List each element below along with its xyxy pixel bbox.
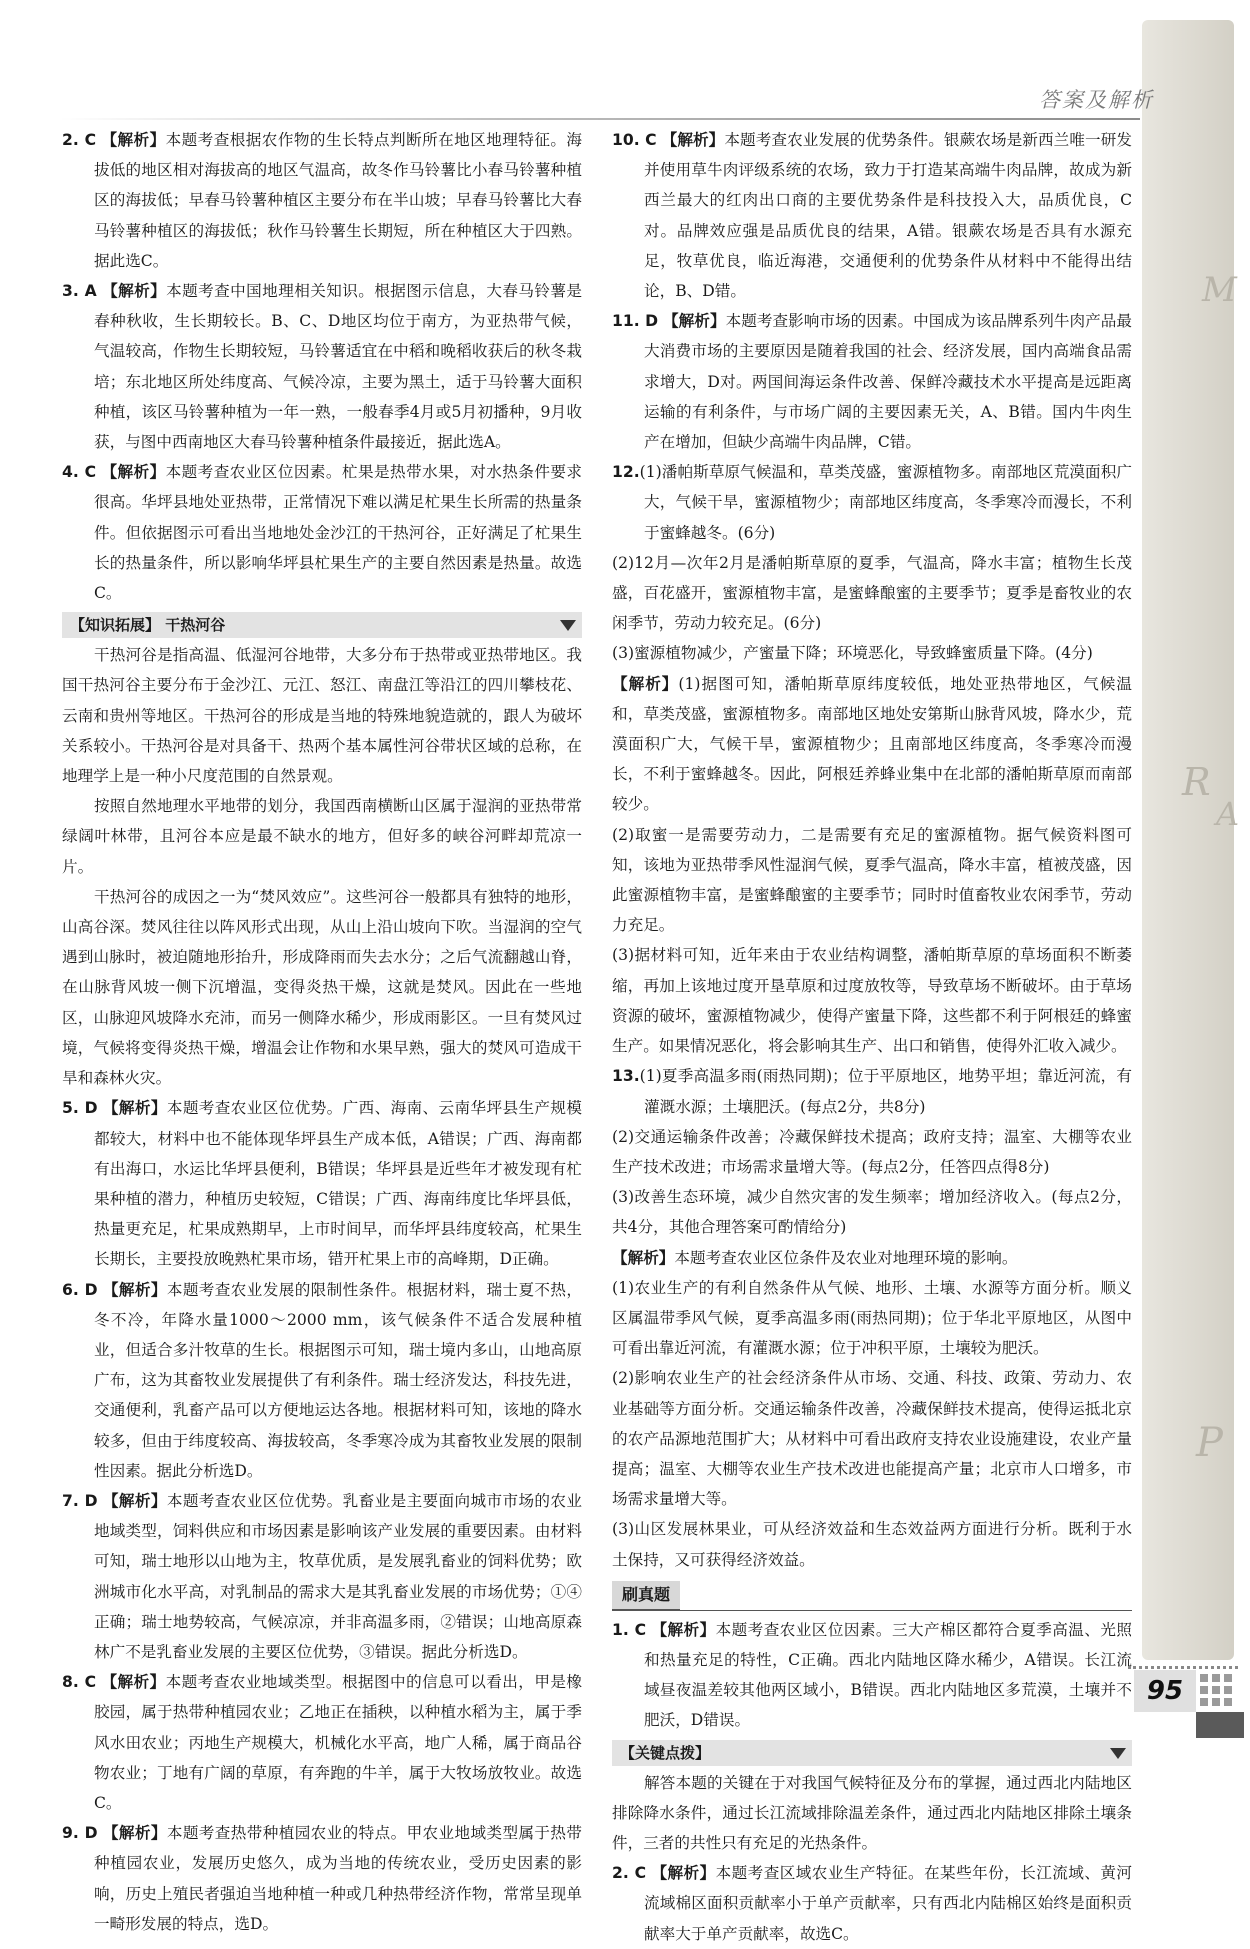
triangle-icon <box>1110 1748 1126 1759</box>
key-hint-box: 【关键点拨】 <box>612 1740 1132 1766</box>
answer-item-4: 4. C 【解析】本题考查农业区位因素。杧果是热带水果，对水热条件要求很高。华坪县地处亚热带，正常情况下难以满足杧果生长所需的热量条件。但依据图示可看出当地地处金沙江的干热河谷，正好满足了杧果生长的热量条件，所以影响华坪县杧果生产的主要自然因素是热量。故选C。 <box>62 462 582 603</box>
map-letter: R <box>1182 760 1211 804</box>
answer-item-5: 5. D 【解析】本题考查农业区位优势。广西、海南、云南华坪县生产规模都较大，材料中也不能体现华坪县生产成本低，A错误；广西、海南都有出海口，水运比华坪县便利，B错误；华坪县是近些年才被发现有杧果种植的潜力，种植历史较短，C错误；广西、海南纬度比华坪县低，热量更充足，杧果成熟期早，上市时间早，而华坪县纬度较高，杧果生长期长，主要投放晚熟杧果市场，错开杧果上市的高峰期，D正确。 <box>62 1098 582 1269</box>
answer-item-8: 8. C 【解析】本题考查农业地域类型。根据图中的信息可以看出，甲是橡胶园，属于热带种植园农业；乙地正在插秧，以种植水稻为主，属于季风水田农业；丙地生产规模大，机械化水平高，地广人稀，属于商品谷物农业；丁地有广阔的草原，有奔跑的牛羊，属于大牧场放牧业。故选C。 <box>62 1672 582 1812</box>
real-exam-item-2: 2. C 【解析】本题考查区域农业生产特征。在某些年份，长江流域、黄河流域棉区面积贡献率小于单产贡献率，只有西北内陆棉区始终是面积贡献率大于单产贡献率，故选C。 <box>612 1863 1132 1943</box>
answer-item-7: 7. D 【解析】本题考查农业区位优势。乳畜业是主要面向城市市场的农业地域类型，饲料供应和市场因素是影响该产业发展的重要因素。由材料可知，瑞士地形以山地为主，牧草优质，是发展乳畜业的饲料优势；欧洲城市化水平高，对乳制品的需求大是其乳畜业发展的市场优势；①④正确；瑞士地势较高，气候凉凉，并非高温多雨，②错误；山地高原森林广不是乳畜业发展的主要区位优势，③错误。据此分析选D。 <box>62 1490 582 1661</box>
answer-sub: (2)12月—次年2月是潘帕斯草原的夏季，气温高，降水丰富；植物生长茂盛，百花盛开，蜜源植物丰富，是蜜蜂酿蜜的主要季节；夏季是畜牧业的农闲季节，劳动力较充足。(6分) <box>612 553 1132 633</box>
page-corner-block <box>1196 1712 1244 1738</box>
answer-item-9: 9. D 【解析】本题考查热带种植园农业的特点。甲农业地域类型属于热带种植园农业，发展历史悠久，成为当地的传统农业，受历史因素的影响，历史上殖民者强迫当地种植一种或几种热带经济作物，常常呈现单一畸形发展的特点，选D。 <box>62 1823 582 1933</box>
explanation: (1)农业生产的有利自然条件从气候、地形、土壤、水源等方面分析。顺义区属温带季风气候，夏季高温多雨(雨热同期)；位于华北平原地区，从图中可看出靠近河流，有灌溉水源；位于冲积平原，土壤较为肥沃。 <box>612 1278 1132 1358</box>
extension-paragraph: 干热河谷是指高温、低湿河谷地带，大多分布于热带或亚热带地区。我国干热河谷主要分布于金沙江、元江、怒江、南盘江等沿江的四川攀枝花、云南和贵州等地区。干热河谷的形成是当地的特殊地貌造就的，跟人为破坏关系较小。干热河谷是对具备干、热两个基本属性河谷带状区域的总称，在地理学上是一种小尺度范围的自然景观。 <box>62 646 582 786</box>
section-title: 刷真题 <box>612 1581 680 1611</box>
page-corner-decoration <box>1196 1666 1242 1712</box>
real-exam-item-1: 1. C 【解析】本题考查农业区位因素。三大产棉区都符合夏季高温、光照和热量充足的特性，C正确。西北内陆地区降水稀少，A错误。长江流域昼夜温差较其他两区域小，B错误。西北内陆地区多荒漠，土壤并不肥沃，D错误。 <box>612 1619 1132 1730</box>
explanation: (2)取蜜一是需要劳动力，二是需要有充足的蜜源植物。据气候资料图可知，该地为亚热带季风性湿润气候，夏季气温高，降水丰富，植被茂盛，因此蜜源植物丰富，是蜜蜂酿蜜的主要季节；同时时值畜牧业农闲季节，劳动力充足。 <box>612 825 1132 935</box>
answer-item-13: 13.(1)夏季高温多雨(雨热同期)；位于平原地区，地势平坦；靠近河流，有灌溉水源；土壤肥沃。(每点2分，共8分) <box>612 1067 1132 1116</box>
answer-sub: (3)改善生态环境，减少自然灾害的发生频率；增加经济收入。(每点2分，共4分，其他合理答案可酌情给分) <box>612 1188 1132 1237</box>
answer-item-11: 11. D 【解析】本题考查影响市场的因素。中国成为该品牌系列牛肉产品最大消费市场的主要原因是随着我国的社会、经济发展，国内高端食品需求增大，D对。两国间海运条件改善、保鲜冷藏技术水平提高是远距离运输的有利条件，与市场广阔的主要因素无关，A、B错。国内牛肉生产在增加，但缺少高端牛肉品牌，C错。 <box>612 311 1132 452</box>
answer-item-12: 12.(1)潘帕斯草原气候温和，草类茂盛，蜜源植物多。南部地区荒漠面积广大，气候干旱，蜜源植物少；南部地区纬度高，冬季寒冷而漫长，不利于蜜蜂越冬。(6分) <box>612 463 1132 542</box>
explanation: (3)据材料可知，近年来由于农业结构调整，潘帕斯草原的草场面积不断萎缩，再加上该地过度开垦草原和过度放牧等，导致草场不断破坏。由于草场资源的破坏，蜜源植物减少，使得产蜜量下降，这些都不利于阿根廷的蜂蜜生产。如果情况恶化，将会影响其生产、出口和销售，使得外汇收入减少。 <box>612 946 1132 1056</box>
header-rule <box>60 118 1140 120</box>
knowledge-extension-box: 【知识拓展】 干热河谷 <box>62 612 582 638</box>
answer-sub: (3)蜜源植物减少，产蜜量下降；环境恶化，导致蜂蜜质量下降。(4分) <box>612 644 1093 663</box>
map-decoration <box>1142 20 1240 1660</box>
answer-item-6: 6. D 【解析】本题考查农业发展的限制性条件。根据材料，瑞士夏不热，冬不冷，年降水量1000～2000 mm，该气候条件不适合发展种植业，但适合多汁牧草的生长。根据图示可知，瑞士境内多山，山地高原广布，这为其畜牧业发展提供了有利条件。瑞士经济发达，科技先进，交通便利，乳畜产品可以方便地运达各地。根据材料可知，该地的降水较多，但由于纬度较高、海拔较高，冬季寒冷成为其畜牧业发展的限制性因素。据此分析选D。 <box>62 1279 582 1480</box>
answer-item-3: 3. A 【解析】本题考查中国地理相关知识。根据图示信息，大春马铃薯是春种秋收，生长期较长。B、C、D地区均位于南方，为亚热带气候，气温较高，作物生长期较短，马铃薯适宜在中稻和晚稻收获后的秋冬栽培；东北地区所处纬度高、气候冷凉，主要为黑土，适于马铃薯大面积种植，该区马铃薯种植为一年一熟，一般春季4月或5月初播种，9月收获，与图中西南地区大春马铃薯种植条件最接近，据此选A。 <box>62 281 582 452</box>
map-letter: A <box>1216 795 1240 833</box>
explanation: (2)影响农业生产的社会经济条件从市场、交通、科技、政策、劳动力、农业基础等方面分析。交通运输条件改善，冷藏保鲜技术提高，使得运抵北京的农产品源地范围扩大；从材料中可看出政府支持农业设施建设，农业产量提高；温室、大棚等农业生产技术改进也能提高产量；北京市人口增多，市场需求量增大等。 <box>612 1369 1132 1509</box>
left-column <box>62 125 582 1939</box>
section-rule <box>612 1610 1132 1611</box>
answer-item-10: 10. C 【解析】本题考查农业发展的优势条件。银蕨农场是新西兰唯一研发并使用草牛肉评级系统的农场，致力于打造某高端牛肉品牌，故成为新西兰最大的红肉出口商的主要优势条件是科技投入大，品质优良，C对。品牌效应强是品质优良的结果，A错。银蕨农场是否具有水源充足，牧草优良，临近海港，交通便利的优势条件从材料中不能得出结论，B、D错。 <box>612 130 1132 301</box>
explanation: 【解析】本题考查农业区位条件及农业对地理环境的影响。 <box>612 1247 1018 1267</box>
page-number: 95 <box>1134 1670 1196 1712</box>
answer-sub: (2)交通运输条件改善；冷藏保鲜技术提高；政府支持；温室、大棚等农业生产技术改进；市场需求量增大等。(每点2分，任答四点得8分) <box>612 1127 1132 1176</box>
right-column <box>612 125 1132 1949</box>
header-title: 答案及解析 <box>1039 88 1154 112</box>
triangle-icon <box>560 620 576 631</box>
map-letter: M <box>1202 270 1237 310</box>
extension-paragraph: 干热河谷的成因之一为“焚风效应”。这些河谷一般都具有独特的地形，山高谷深。焚风往往以阵风形式出现，从山上沿山坡向下吹。当湿润的空气遇到山脉时，被迫随地形抬升，形成降雨而失去水分；之后气流翻越山脊，在山脉背风坡一侧下沉增温，变得炎热干燥，这就是焚风。因此在一些地区，山脉迎风坡降水充沛，而另一侧降水稀少，形成雨影区。一旦有焚风过境，气候将变得炎热干燥，增温会让作物和水果早熟，强大的焚风可造成干旱和森林火灾。 <box>62 887 582 1088</box>
explanation: (3)山区发展林果业，可从经济效益和生态效益两方面进行分析。既利于水土保持，又可获得经济效益。 <box>612 1520 1132 1569</box>
extension-paragraph: 按照自然地理水平地带的划分，我国西南横断山区属于湿润的亚热带常绿阔叶林带，且河谷本应是最不缺水的地方，但好多的峡谷河畔却荒凉一片。 <box>62 797 582 876</box>
explanation: 【解析】(1)据图可知，潘帕斯草原纬度较低，地处亚热带地区，气候温和，草类茂盛，蜜源植物多。南部地区地处安第斯山脉背风坡，降水少，荒漠面积广大，气候干旱，蜜源植物少；且南部地区纬度高，冬季寒冷而漫长，不利于蜜蜂越冬。因此，阿根廷养蜂业集中在北部的潘帕斯草原而南部较少。 <box>612 673 1132 814</box>
key-hint-paragraph: 解答本题的关键在于对我国气候特征及分布的掌握，通过西北内陆地区排除降水条件，通过长江流域排除温差条件，通过西北内陆地区排除土壤条件，三者的共性只有充足的光热条件。 <box>612 1773 1132 1852</box>
answer-item-2: 2. C 【解析】本题考查根据农作物的生长特点判断所在地区地理特征。海拔低的地区相对海拔高的地区气温高，故冬作马铃薯比小春马铃薯种植区的海拔低；早春马铃薯种植区主要分布在半山坡；早春马铃薯比大春马铃薯种植区的海拔低；秋作马铃薯生长期短，所在种植区大于四熟。据此选C。 <box>62 130 582 270</box>
map-letter: P <box>1196 1420 1223 1466</box>
